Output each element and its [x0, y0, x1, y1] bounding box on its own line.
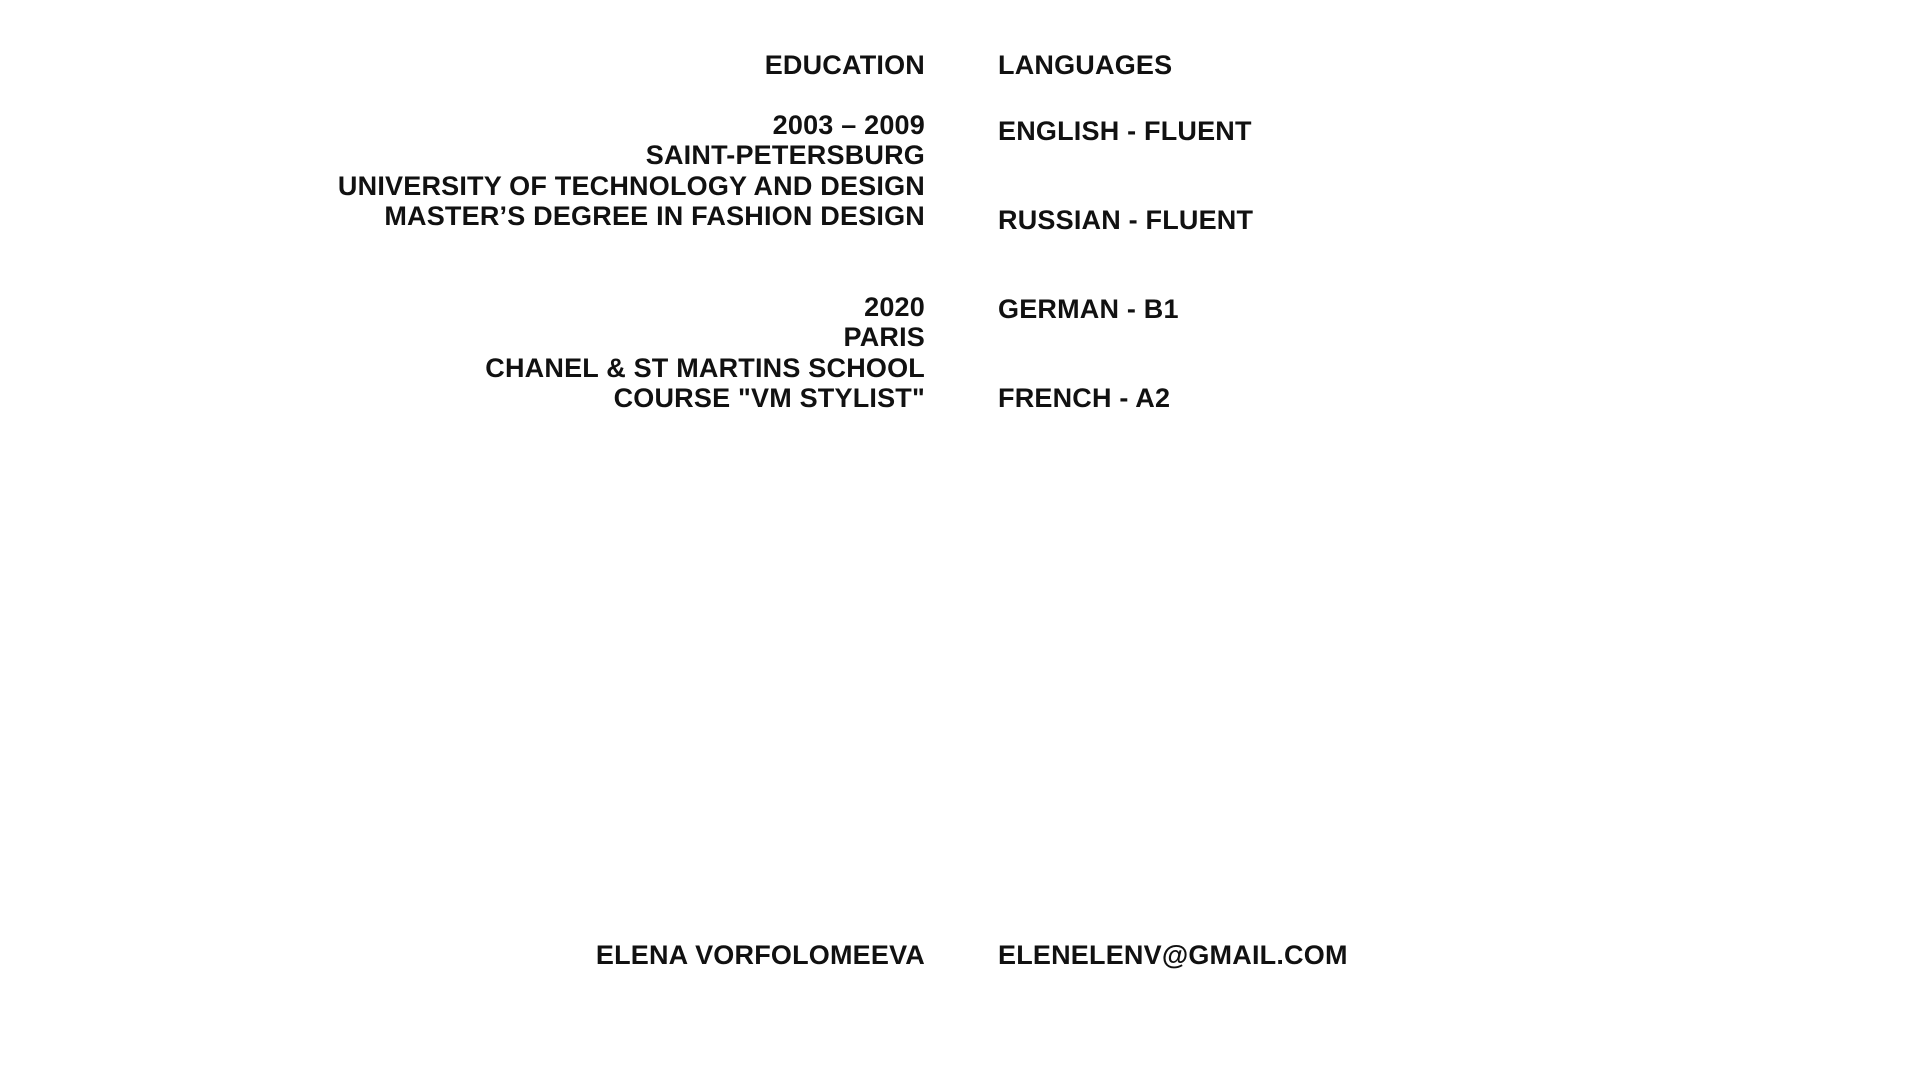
language-item: FRENCH - A2 [998, 383, 1171, 413]
education-entry-1-school: UNIVERSITY OF TECHNOLOGY AND DESIGN [337, 170, 925, 201]
footer-name: ELENA VORFOLOMEEVA [595, 940, 925, 970]
education-entry-1-detail: MASTER’S DEGREE IN FASHION DESIGN [384, 200, 925, 231]
education-entry-1-city: SAINT-PETERSBURG [645, 140, 925, 171]
education-entry-2-detail: COURSE "VM STYLIST" [613, 382, 925, 413]
footer-email: ELENELENV@GMAIL.COM [998, 940, 1348, 970]
education-entry-1-years: 2003 – 2009 [772, 110, 925, 140]
education-entry-2-years: 2020 [864, 292, 925, 322]
languages-heading: LANGUAGES [998, 50, 1173, 80]
education-heading: EDUCATION [764, 50, 925, 80]
language-item: GERMAN - B1 [998, 294, 1179, 324]
education-entry-2-city: PARIS [843, 322, 925, 353]
language-item: ENGLISH - FLUENT [998, 116, 1252, 146]
education-entry-2 [485, 292, 925, 413]
language-item: RUSSIAN - FLUENT [998, 205, 1254, 235]
education-entry-1 [338, 110, 925, 231]
education-entry-2-school: CHANEL & ST MARTINS SCHOOL [485, 352, 925, 383]
